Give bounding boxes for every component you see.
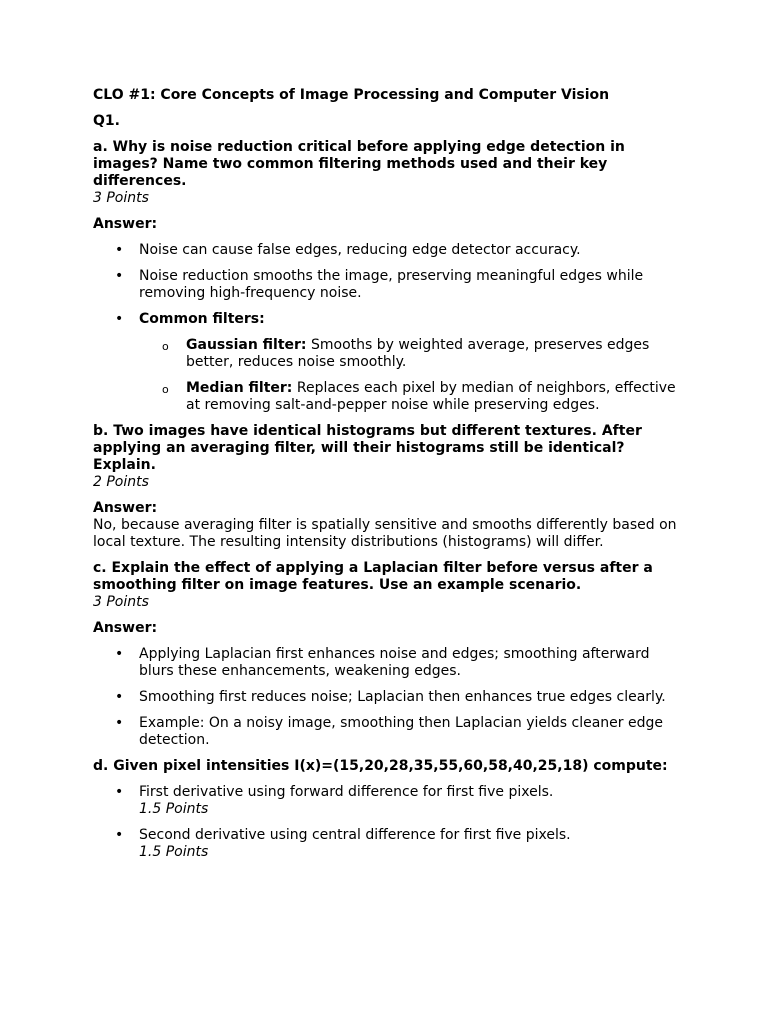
filters-list <box>139 337 683 414</box>
question-b-points: 2 Points <box>93 474 149 490</box>
question-number: Q1. <box>93 113 120 129</box>
list-item <box>93 715 683 749</box>
filter-item-gaussian <box>93 337 683 371</box>
list-item-text: Applying Laplacian first enhances noise and edges; smoothing afterward blurs these enhancements, weakening edges. <box>139 646 650 679</box>
list-item <box>93 689 683 706</box>
question-a: a. Why is noise reduction critical before applying edge detection in images? Name two common filtering methods used and their key differences. <box>93 139 625 189</box>
filter-name: Gaussian filter: <box>186 337 307 353</box>
answer-c-label: Answer: <box>93 620 158 636</box>
answer-b-label: Answer: <box>93 500 158 516</box>
list-item-points: 1.5 Points <box>139 801 209 817</box>
question-a-points: 3 Points <box>93 190 149 206</box>
question-b: b. Two images have identical histograms but different textures. After applying an averaging filter, will their histograms still be identical? Explain. <box>93 423 642 473</box>
filter-desc: Replaces each pixel by median of neighbors, effective at removing salt-and-pepper noise while preserving edges. <box>186 380 676 413</box>
list-item-text: • Second derivative using central difference for first five pixels. <box>139 827 571 843</box>
list-item <box>93 268 683 302</box>
list-item <box>93 646 683 680</box>
question-d-list <box>93 784 683 861</box>
list-item-text: • First derivative using forward difference for first five pixels. <box>139 784 554 800</box>
list-item-text: Smoothing first reduces noise; Laplacian then enhances true edges clearly. <box>139 689 666 705</box>
list-item-text: Noise reduction smooths the image, preserving meaningful edges while removing high-frequency noise. <box>139 268 644 301</box>
filter-item-median <box>93 380 683 414</box>
document-title: CLO #1: Core Concepts of Image Processing and Computer Vision <box>93 87 610 103</box>
answer-b-text: No, because averaging filter is spatially sensitive and smooths differently based on local texture. The resulting intensity distributions (histograms) will differ. <box>93 517 677 550</box>
list-item <box>93 827 683 861</box>
question-d: d. Given pixel intensities I(x)=(15,20,28,35,55,60,58,40,25,18) compute: <box>93 758 668 774</box>
question-c: c. Explain the effect of applying a Laplacian filter before versus after a smoothing filter on image features. Use an example scenario. <box>93 560 653 593</box>
answer-a-list <box>93 242 683 414</box>
filter-name: Median filter: <box>186 380 293 396</box>
list-item <box>93 784 683 818</box>
list-item-text: Noise can cause false edges, reducing edge detector accuracy. <box>139 242 581 258</box>
document-page <box>93 87 683 870</box>
filter-desc: Smooths by weighted average, preserves edges better, reduces noise smoothly. <box>186 337 650 370</box>
list-item-points: 1.5 Points <box>139 844 209 860</box>
answer-c-list <box>93 646 683 749</box>
list-item <box>93 242 683 259</box>
list-item-text: Example: On a noisy image, smoothing then Laplacian yields cleaner edge detection. <box>139 715 663 748</box>
common-filters-label: Common filters: <box>139 311 265 327</box>
list-item <box>93 311 683 414</box>
answer-a-label: Answer: <box>93 216 158 232</box>
question-c-points: 3 Points <box>93 594 149 610</box>
